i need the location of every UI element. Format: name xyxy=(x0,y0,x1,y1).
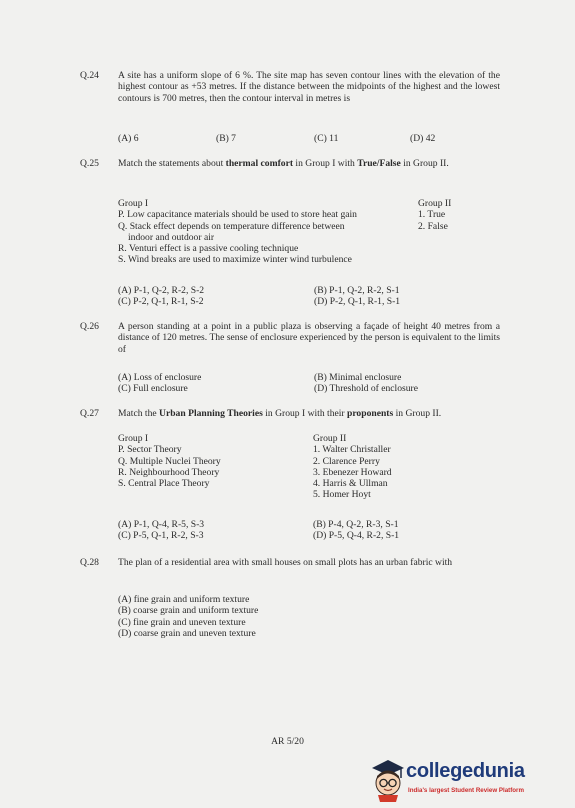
q27-group-2 xyxy=(313,433,392,501)
option-d: (D) 42 xyxy=(410,133,436,144)
q27-options xyxy=(118,519,438,543)
list-item: 4. Harris & Ullman xyxy=(313,478,388,490)
question-text: Match the Urban Planning Theories in Group I with their proponents in Group II. xyxy=(118,408,442,419)
question-28 xyxy=(80,557,500,568)
list-item: P. Sector Theory xyxy=(118,444,182,456)
collegedunia-logo xyxy=(368,756,568,804)
list-item: 1. Walter Christaller xyxy=(313,444,391,456)
question-number: Q.27 xyxy=(80,408,99,419)
question-text: A person standing at a point in a public plaza is observing a façade of height 40 metres from a distance of 120 metres. The sense of enclosure experienced by the person is equivalent to the limits of xyxy=(118,321,500,355)
option-b: (B) coarse grain and uniform texture xyxy=(118,605,259,617)
option-a: (A) P-1, Q-4, R-5, S-3 xyxy=(118,519,205,530)
list-item: indoor and outdoor air xyxy=(128,231,215,243)
group-heading: Group II xyxy=(418,198,452,209)
list-item: S. Central Place Theory xyxy=(118,478,210,490)
option-a: (A) fine grain and uniform texture xyxy=(118,594,250,605)
q25-options xyxy=(118,285,438,309)
option-b: (B) P-4, Q-2, R-3, S-1 xyxy=(313,519,399,530)
option-a: (A) P-1, Q-2, R-2, S-2 xyxy=(118,285,205,296)
option-d: (D) Threshold of enclosure xyxy=(314,383,418,394)
list-item: R. Venturi effect is a passive cooling technique xyxy=(118,243,299,255)
question-number: Q.26 xyxy=(80,321,99,332)
option-c: (C) P-2, Q-1, R-1, S-2 xyxy=(118,296,204,307)
q25-group-1 xyxy=(118,198,357,266)
q26-options xyxy=(118,372,438,396)
option-a: (A) 6 xyxy=(118,133,139,144)
question-number: Q.25 xyxy=(80,158,99,169)
option-b: (B) P-1, Q-2, R-2, S-1 xyxy=(314,285,400,296)
question-number: Q.28 xyxy=(80,557,99,568)
question-text: Match the statements about thermal comfort in Group I with True/False in Group II. xyxy=(118,158,449,169)
option-a: (A) Loss of enclosure xyxy=(118,372,202,383)
option-b: (B) Minimal enclosure xyxy=(314,372,402,383)
question-24 xyxy=(80,70,500,104)
question-27 xyxy=(80,408,500,419)
list-item: R. Neighbourhood Theory xyxy=(118,466,220,478)
question-text: The plan of a residential area with small houses on small plots has an urban fabric with xyxy=(118,557,453,568)
logo-wordmark: collegedunia xyxy=(406,760,525,782)
option-c: (C) P-5, Q-1, R-2, S-3 xyxy=(118,530,204,541)
q25-group-2 xyxy=(418,198,451,232)
page-number: AR 5/20 xyxy=(271,736,304,747)
q27-group-1 xyxy=(118,433,221,489)
list-item: 5. Homer Hoyt xyxy=(313,489,371,501)
option-d: (D) P-5, Q-4, R-2, S-1 xyxy=(313,530,400,541)
logo-tagline: India's largest Student Review Platform xyxy=(408,787,524,794)
list-item: 2. Clarence Perry xyxy=(313,455,380,467)
list-item: 2. False xyxy=(418,220,448,232)
list-item: Q. Multiple Nuclei Theory xyxy=(118,455,221,467)
option-d: (D) coarse grain and uneven texture xyxy=(118,627,256,639)
option-c: (C) Full enclosure xyxy=(118,383,188,394)
list-item: Q. Stack effect depends on temperature difference between xyxy=(118,220,345,232)
question-text: A site has a uniform slope of 6 %. The site map has seven contour lines with the elevation of the highest contour as +53 metres. If the distance between the midpoints of the highest and the lowest contours is 700 metres, then the contour interval in metres is xyxy=(118,70,500,104)
option-b: (B) 7 xyxy=(216,133,236,144)
option-c: (C) 11 xyxy=(314,133,339,144)
question-26 xyxy=(80,321,500,355)
option-c: (C) fine grain and uneven texture xyxy=(118,616,246,628)
list-item: S. Wind breaks are used to maximize winter wind turbulence xyxy=(118,254,352,266)
option-d: (D) P-2, Q-1, R-1, S-1 xyxy=(314,296,401,307)
list-item: 1. True xyxy=(418,209,446,221)
student-mascot-icon xyxy=(368,756,408,802)
group-heading: Group II xyxy=(313,433,347,444)
list-item: P. Low capacitance materials should be used to store heat gain xyxy=(118,209,357,221)
q28-options xyxy=(118,594,258,639)
group-heading: Group I xyxy=(118,198,149,209)
question-number: Q.24 xyxy=(80,70,99,81)
question-25 xyxy=(80,158,500,169)
group-heading: Group I xyxy=(118,433,149,444)
list-item: 3. Ebenezer Howard xyxy=(313,466,392,478)
